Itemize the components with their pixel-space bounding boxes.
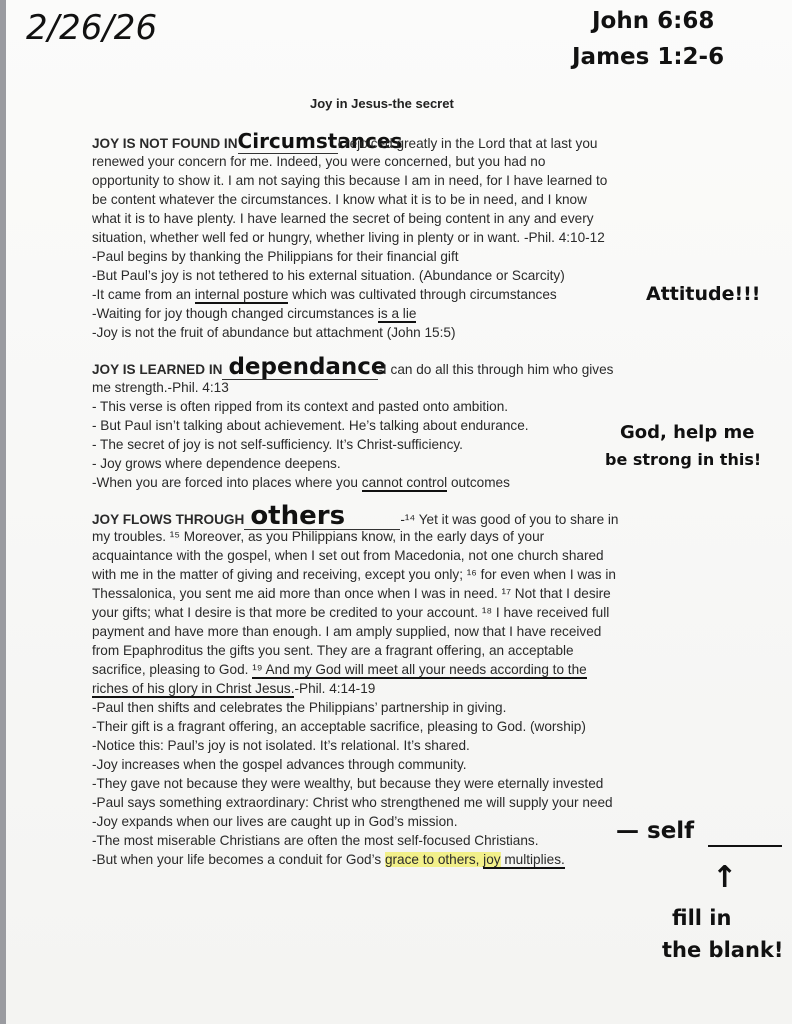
bullet-line: -Joy expands when our lives are caught up in God’s mission. xyxy=(92,814,458,829)
text-run: which was cultivated through circumstances xyxy=(288,287,557,302)
body-line: my troubles. ¹⁵ Moreover, as you Philippians know, in the early days of your xyxy=(92,529,545,544)
section-heading-line xyxy=(92,354,782,380)
scripture-text: I rejoiced greatly in the Lord that at last you xyxy=(337,136,598,151)
handwritten-fill: dependance xyxy=(228,354,387,380)
handwritten-date: 2/26/26 xyxy=(26,8,158,48)
body-line xyxy=(92,473,782,492)
section-heading: JOY IS LEARNED IN xyxy=(92,362,223,377)
body-line: your gifts; what I desire is that more be credited to your account. ¹⁸ I have received full xyxy=(92,605,610,620)
fill-blank xyxy=(222,354,387,380)
body-line: renewed your concern for me. Indeed, you were concerned, but you had no xyxy=(92,154,546,169)
bullet-line: -Paul says something extraordinary: Christ who strengthened me will supply your need xyxy=(92,795,613,810)
text-run: -Waiting for joy though changed circumstances xyxy=(92,306,378,321)
text-run: sacrifice, pleasing to God. xyxy=(92,662,253,677)
body-line: -Joy is not the fruit of abundance but attachment (John 15:5) xyxy=(92,325,456,340)
handwritten-fill: others xyxy=(250,501,346,531)
handwritten-ref-james: James 1:2-6 xyxy=(572,44,725,70)
text-run: outcomes xyxy=(447,475,510,490)
body-line: from Epaphroditus the gifts you sent. They are a fragrant offering, an acceptable xyxy=(92,643,574,658)
underlined-verse: ¹⁹ And my God will meet all your needs according to the xyxy=(252,662,587,677)
underlined-phrase: internal posture xyxy=(194,287,289,302)
body-line: - The secret of joy is not self-sufficiency. It’s Christ-sufficiency. xyxy=(92,437,463,452)
bullet-line: -Joy increases when the gospel advances through community. xyxy=(92,757,467,772)
body-line: Thessalonica, you sent me aid more than once when I was in need. ¹⁷ Not that I desire xyxy=(92,586,611,601)
body-line: me strength.-Phil. 4:13 xyxy=(92,380,229,395)
body-line: with me in the matter of giving and receiving, except you only; ¹⁶ for even when I was in xyxy=(92,567,616,582)
body-line: - This verse is often ripped from its context and pasted onto ambition. xyxy=(92,399,509,414)
body-line xyxy=(92,285,782,304)
body-line: opportunity to show it. I am not saying this because I am in need, for I have learned to xyxy=(92,173,608,188)
body-line xyxy=(92,660,782,679)
body-line: - Joy grows where dependence deepens. xyxy=(92,456,341,471)
underlined-phrase: is a lie xyxy=(377,306,417,321)
underlined-phrase: multiplies. xyxy=(500,852,565,867)
scripture-ref: -Phil. 4:14-19 xyxy=(294,681,376,696)
section-dependance xyxy=(92,354,782,492)
handwritten-fill: Circumstances xyxy=(237,129,403,153)
text-run: -But when your life becomes a conduit for God’s xyxy=(92,852,385,867)
section-heading-line xyxy=(92,129,782,153)
handwritten-note-fill-2: the blank! xyxy=(662,938,784,962)
body-line: - But Paul isn’t talking about achievement. He’s talking about endurance. xyxy=(92,418,529,433)
document-title: Joy in Jesus-the secret xyxy=(310,96,454,111)
body-line xyxy=(92,304,782,323)
fill-blank xyxy=(237,129,403,154)
handwritten-note-god-2: be strong in this! xyxy=(605,450,762,469)
body-line: -Paul begins by thanking the Philippians for their financial gift xyxy=(92,249,459,264)
body-line: acquaintance with the gospel, when I set out from Macedonia, not one church shared xyxy=(92,548,604,563)
bullet-line: -Paul then shifts and celebrates the Philippians’ partnership in giving. xyxy=(92,700,507,715)
underlined-phrase: cannot control xyxy=(361,475,448,490)
section-heading: JOY FLOWS THROUGH xyxy=(92,512,245,527)
handwritten-ref-john: John 6:68 xyxy=(592,8,715,34)
section-others xyxy=(92,501,782,869)
section-heading-line xyxy=(92,501,782,531)
body-line: situation, whether well fed or hungry, whether living in plenty or in want. -Phil. 4:10-12 xyxy=(92,230,605,245)
handwritten-note-fill-1: fill in xyxy=(672,906,732,930)
bullet-line: -Notice this: Paul’s joy is not isolated. It’s relational. It’s shared. xyxy=(92,738,470,753)
bullet-line: -They gave not because they were wealthy, but because they were eternally invested xyxy=(92,776,604,791)
section-heading: JOY IS NOT FOUND IN xyxy=(92,136,238,151)
bullet-line: -The most miserable Christians are often the most self-focused Christians. xyxy=(92,833,539,848)
body-line: what it is to have plenty. I have learned the secret of being content in any and every xyxy=(92,211,594,226)
body-line xyxy=(92,679,782,698)
body-line: payment and have more than enough. I am amply supplied, now that I have received xyxy=(92,624,602,639)
handwritten-note-self: — self xyxy=(616,818,695,844)
handwritten-note-attitude: Attitude!!! xyxy=(646,283,761,305)
text-run: -When you are forced into places where you xyxy=(92,475,362,490)
arrow-up-icon: ↑ xyxy=(712,860,738,895)
bullet-line: -Their gift is a fragrant offering, an acceptable sacrifice, pleasing to God. (worship) xyxy=(92,719,586,734)
underlined-verse: riches of his glory in Christ Jesus. xyxy=(92,681,295,696)
body-line: be content whatever the circumstances. I know what it is to be in need, and I know xyxy=(92,192,587,207)
body-line: -But Paul’s joy is not tethered to his external situation. (Abundance or Scarcity) xyxy=(92,268,565,283)
section-circumstances xyxy=(92,129,782,342)
scripture-text: -I can do all this through him who gives xyxy=(378,362,614,377)
scripture-text: -¹⁴ Yet it was good of you to share in xyxy=(400,512,619,527)
handwritten-note-god-1: God, help me xyxy=(620,422,755,443)
bullet-line xyxy=(92,850,782,869)
highlighted-underlined-phrase: joy xyxy=(483,852,501,867)
text-run: -It came from an xyxy=(92,287,195,302)
highlighted-phrase: grace to others, xyxy=(384,852,484,867)
